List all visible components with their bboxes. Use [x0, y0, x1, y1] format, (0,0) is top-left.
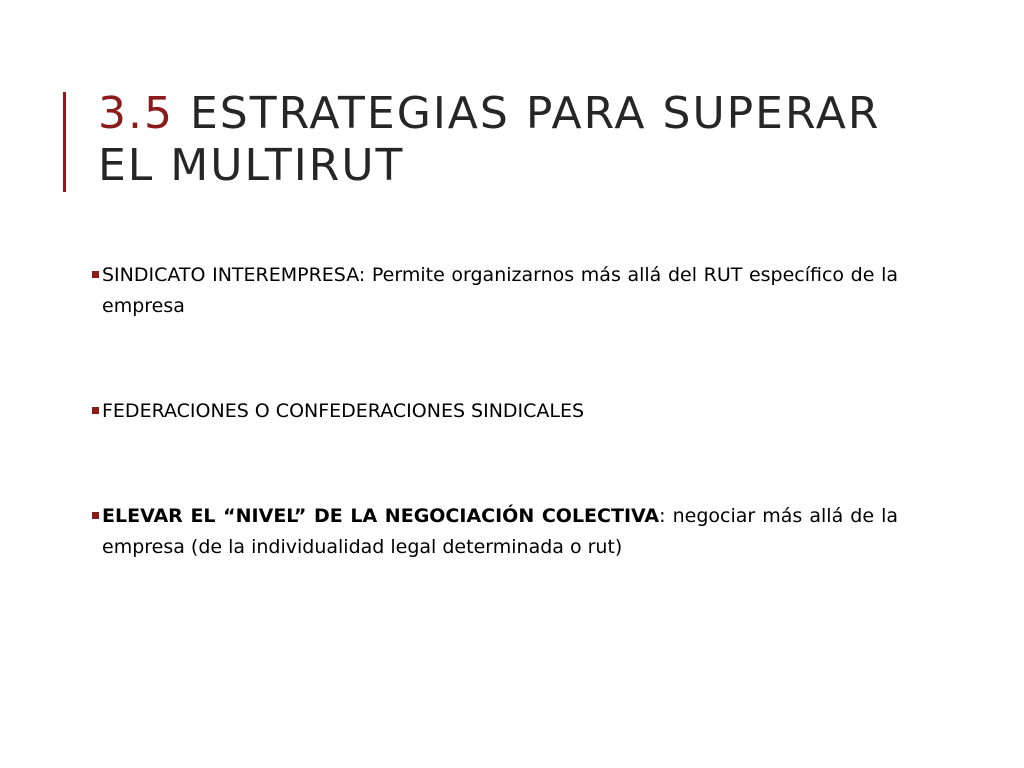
square-bullet-icon [92, 407, 99, 414]
bullet-text: : negociar más allá de la empresa (de la individualidad legal determinada o rut) [102, 505, 898, 558]
bullet-list [88, 260, 898, 563]
slide-title [98, 88, 918, 192]
title-accent-line [63, 92, 66, 192]
square-bullet-icon [92, 512, 99, 519]
square-bullet-icon [92, 271, 99, 278]
bullet-text: SINDICATO INTEREMPRESA: Permite organizarnos más allá del RUT específico de la empresa [102, 264, 898, 317]
bullet-text: FEDERACIONES O CONFEDERACIONES SINDICALES [102, 400, 585, 422]
title-text: ESTRATEGIAS PARA SUPERAR EL MULTIRUT [98, 88, 881, 191]
title-number: 3.5 [98, 88, 174, 139]
bullet-item-elevar-nivel [88, 501, 898, 563]
bullet-item-sindicato-interempresa [88, 260, 898, 322]
bullet-bold-text: ELEVAR EL “NIVEL” DE LA NEGOCIACIÓN COLECTIVA [102, 505, 660, 527]
bullet-item-federaciones [88, 396, 898, 427]
